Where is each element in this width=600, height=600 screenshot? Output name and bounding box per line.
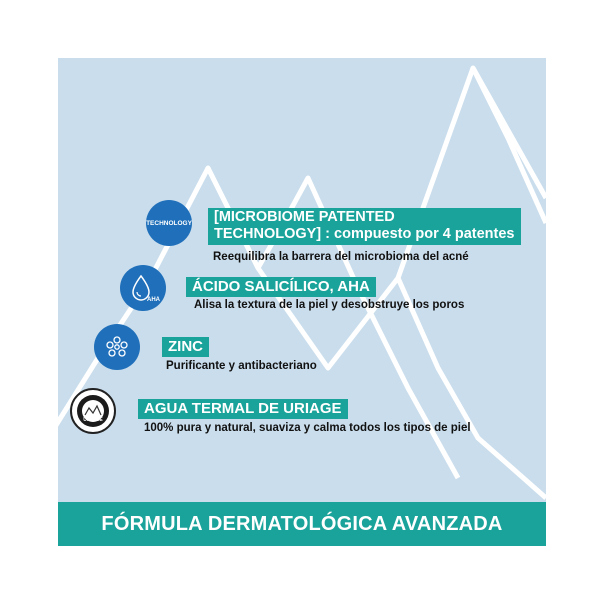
infographic-panel — [58, 58, 546, 546]
footer-title: FÓRMULA DERMATOLÓGICA AVANZADA — [101, 512, 503, 535]
item-description-microbiome: Reequilibra la barrera del microbioma del acné — [213, 251, 469, 263]
aha-drop-icon — [120, 265, 166, 311]
aha-icon-label: AHA — [147, 297, 160, 303]
item-title-zinc: ZINC — [162, 337, 209, 357]
seal-mountain-icon — [75, 393, 111, 429]
item-description-agua: 100% pura y natural, suaviza y calma todos los tipos de piel — [144, 422, 471, 434]
item-title-acido: ÁCIDO SALICÍLICO, AHA — [186, 277, 376, 297]
item-title-agua: AGUA TERMAL DE URIAGE — [138, 399, 348, 419]
item-title-line1: [MICROBIOME PATENTED — [214, 209, 395, 225]
item-description-acido: Alisa la textura de la piel y desobstruye los poros — [194, 299, 465, 311]
item-description-zinc: Purificante y antibacteriano — [166, 360, 317, 372]
uriage-seal-icon — [70, 388, 116, 434]
item-title-line2: TECHNOLOGY] : compuesto por 4 patentes — [214, 226, 515, 243]
footer-bar — [58, 502, 546, 546]
technology-icon-label: TECHNOLOGY — [146, 219, 192, 227]
uriage-seal-label: URIAGE — [83, 417, 103, 423]
technology-icon — [146, 200, 192, 246]
zinc-molecule-icon — [94, 324, 140, 370]
molecule-icon — [102, 332, 132, 362]
item-title-microbiome — [208, 208, 521, 245]
